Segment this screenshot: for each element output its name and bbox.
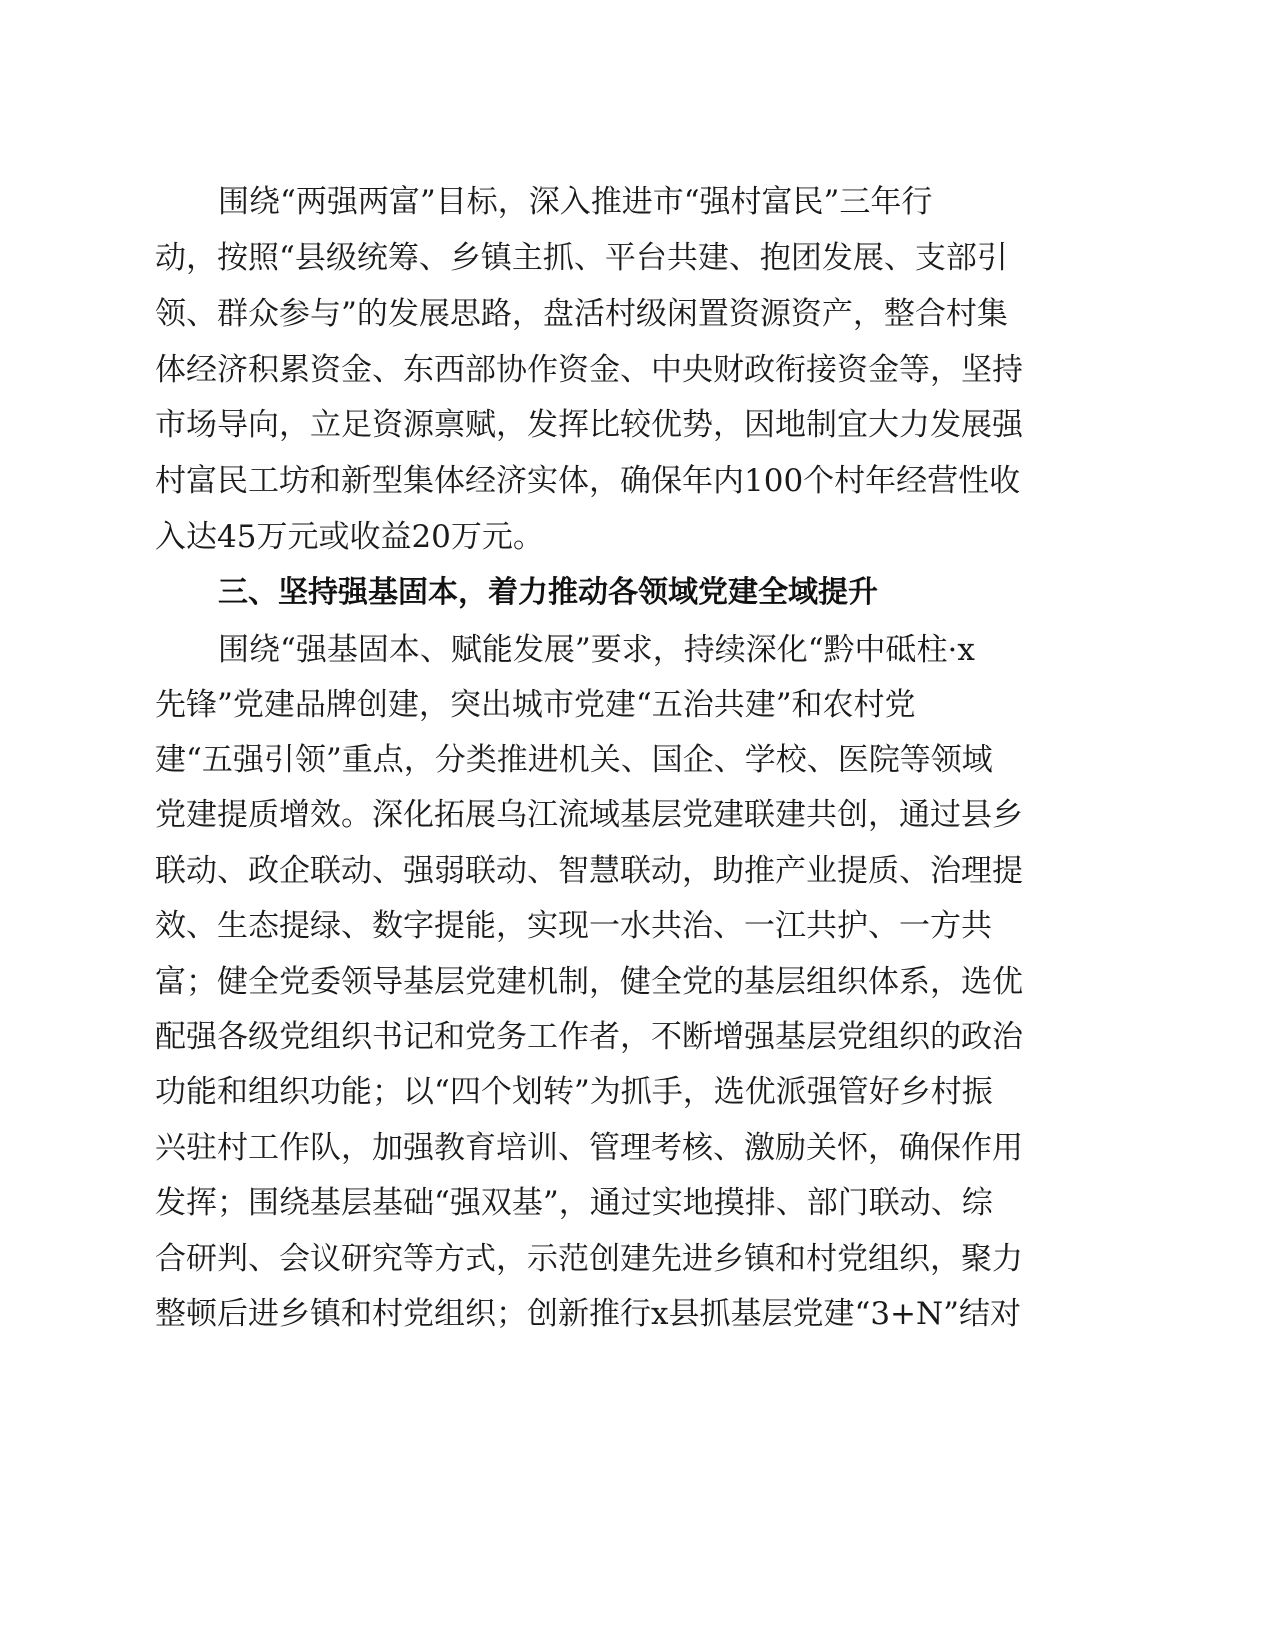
paragraph-1-line-1: 围绕“两强两富”目标，深入推进市“强村富民”三年行 <box>218 184 933 220</box>
paragraph-2-line-3: 建“五强引领”重点，分类推进机关、国企、学校、医院等领域 <box>155 742 993 778</box>
paragraph-1-line-4: 体经济积累资金、东西部协作资金、中央财政衔接资金等，坚持 <box>155 352 1023 388</box>
paragraph-1-line-2: 动，按照“县级统筹、乡镇主抓、平台共建、抱团发展、支部引 <box>155 240 1008 276</box>
paragraph-2-line-5: 联动、政企联动、强弱联动、智慧联动，助推产业提质、治理提 <box>155 853 1023 889</box>
paragraph-1-line-3: 领、群众参与”的发展思路，盘活村级闲置资源资产，整合村集 <box>155 296 1008 332</box>
paragraph-2-line-9: 功能和组织功能；以“四个划转”为抓手，选优派强管好乡村振 <box>155 1074 993 1110</box>
paragraph-2-line-13: 整顿后进乡镇和村党组织；创新推行x县抓基层党建“3+N”结对 <box>155 1296 1021 1332</box>
paragraph-1-line-6: 村富民工坊和新型集体经济实体，确保年内100个村年经营性收 <box>155 463 1021 499</box>
paragraph-2-line-6: 效、生态提绿、数字提能，实现一水共治、一江共护、一方共 <box>155 908 992 944</box>
paragraph-2-line-7: 富；健全党委领导基层党建机制，健全党的基层组织体系，选优 <box>155 964 1023 1000</box>
paragraph-2-line-2: 先锋”党建品牌创建，突出城市党建“五治共建”和农村党 <box>155 687 916 723</box>
paragraph-2-line-12: 合研判、会议研究等方式，示范创建先进乡镇和村党组织，聚力 <box>155 1241 1023 1277</box>
paragraph-2-line-10: 兴驻村工作队，加强教育培训、管理考核、激励关怀，确保作用 <box>155 1130 1023 1166</box>
paragraph-1-line-5: 市场导向，立足资源禀赋，发挥比较优势，因地制宜大力发展强 <box>155 407 1023 443</box>
paragraph-2-line-1: 围绕“强基固本、赋能发展”要求，持续深化“黔中砥柱·x <box>218 632 975 668</box>
paragraph-1-line-7: 入达45万元或收益20万元。 <box>155 519 544 555</box>
paragraph-2-line-11: 发挥；围绕基层基础“强双基”，通过实地摸排、部门联动、综 <box>155 1185 993 1221</box>
paragraph-2-line-4: 党建提质增效。深化拓展乌江流域基层党建联建共创，通过县乡 <box>155 797 1023 833</box>
section-heading: 三、坚持强基固本，着力推动各领域党建全域提升 <box>218 575 878 610</box>
paragraph-2-line-8: 配强各级党组织书记和党务工作者，不断增强基层党组织的政治 <box>155 1019 1023 1055</box>
